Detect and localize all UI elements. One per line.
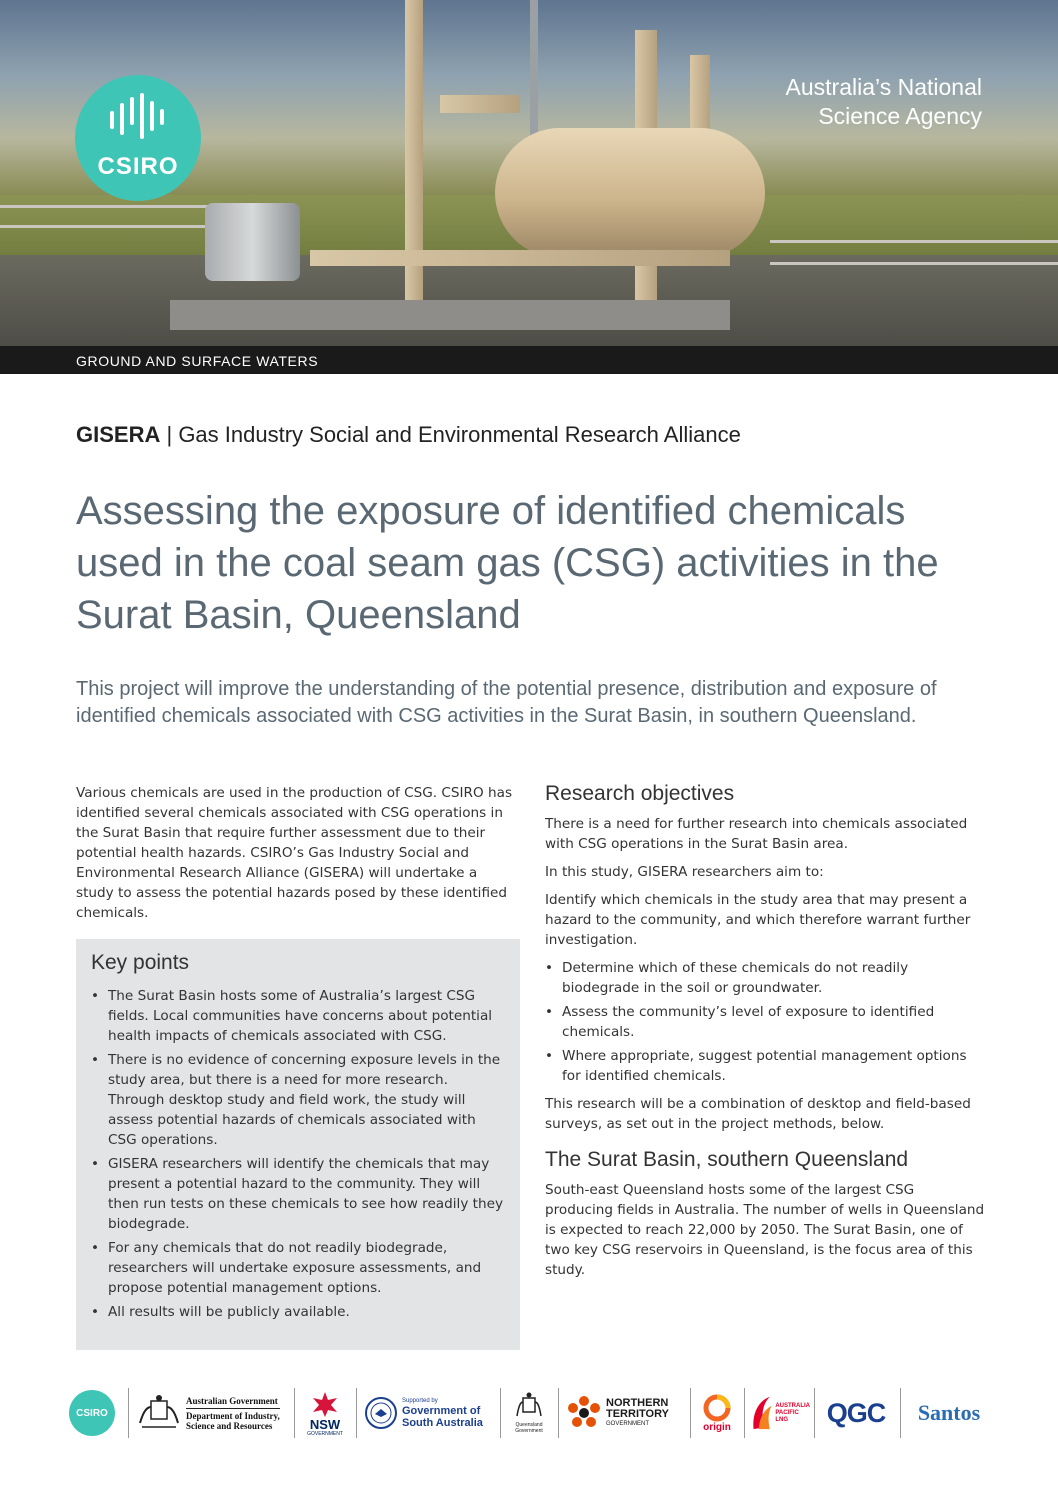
waratah-icon <box>310 1390 340 1418</box>
hero-fence-right <box>770 240 1058 243</box>
logo-divider <box>128 1388 129 1438</box>
research-objectives-list <box>545 958 985 1086</box>
sa-line-1: Supported by <box>402 1398 438 1404</box>
alliance-name: Gas Industry Social and Environmental Research Alliance <box>178 422 741 447</box>
intro-paragraph: Various chemicals are used in the production of CSG. CSIRO has identified several chemicals associated with CSG operations in the Surat Basin that require further assessment due to their potential health hazards. CSIRO’s Gas Industry Social and Environmental Research Alliance (GISERA) will undertake a study to assess the potential hazards posed by these identified chemicals. <box>76 785 513 921</box>
hero-pipe <box>310 250 730 266</box>
logo-divider <box>294 1388 295 1438</box>
australian-government-logo <box>136 1384 284 1442</box>
alliance-separator: | <box>160 422 179 447</box>
key-point-item: • The Surat Basin hosts some of Australia’s largest CSG fields. Local communities have concerns about potential health impacts of chemicals associated with CSG. <box>91 986 507 1046</box>
origin-circle-icon <box>703 1394 731 1422</box>
key-point-item: • All results will be publicly available. <box>91 1302 507 1322</box>
logo-divider <box>744 1388 745 1438</box>
page-title: Assessing the exposure of identified chemicals used in the coal seam gas (CSG) activities in the Surat Basin, Queensland <box>76 489 939 637</box>
hero-drum <box>205 203 300 281</box>
research-objectives-heading: Research objectives <box>545 782 735 805</box>
desert-rose-icon <box>566 1395 602 1431</box>
surat-basin-paragraph: South-east Queensland hosts some of the largest CSG producing fields in Australia. The number of wells in Queensland is expected to reach 22,000 by 2050. The Surat Basin, one of two key CSG reservoirs in Queensland, is the focus area of this study. <box>545 1182 985 1278</box>
partner-logos <box>68 1384 992 1442</box>
qld-line-2: Government <box>515 1428 543 1434</box>
aus-gov-line-2: Department of Industry, <box>186 1408 280 1421</box>
agency-line-1: Australia’s National <box>785 74 982 100</box>
qgc-text: QGC <box>826 1397 886 1428</box>
apl-line-1: AUSTRALIA <box>775 1402 810 1409</box>
right-column <box>545 782 985 1288</box>
logo-divider <box>558 1388 559 1438</box>
hero-fence-left <box>0 205 240 208</box>
santos-text: Santos <box>917 1400 981 1425</box>
south-australia-logo <box>364 1384 492 1442</box>
sa-line-2: Government of <box>402 1405 481 1417</box>
aus-gov-line-1: Australian Government <box>186 1395 278 1406</box>
nt-line-3: GOVERNMENT <box>606 1421 650 1427</box>
apl-line-2: PACIFIC <box>775 1409 799 1416</box>
research-paragraph-3: Identify which chemicals in the study area that may present a hazard to the community, and which therefore warrant further investigation. <box>545 892 971 948</box>
research-objective-item: • Assess the community’s level of exposure to identified chemicals. <box>545 1002 985 1042</box>
hero-separator-tank <box>495 128 765 258</box>
aus-gov-line-3: Science and Resources <box>186 1420 273 1431</box>
key-point-item: • GISERA researchers will identify the chemicals that may present a potential hazard to the community. They will then run tests on these chemicals to see how readily they biodegrade. <box>91 1154 507 1234</box>
nsw-text: NSW <box>309 1416 341 1432</box>
research-paragraph-4: This research will be a combination of desktop and field-based surveys, as set out in the project methods, below. <box>545 1096 971 1132</box>
origin-logo <box>696 1384 738 1442</box>
sa-piping-shrike-icon <box>364 1396 398 1430</box>
key-points-list <box>91 986 507 1326</box>
nt-line-1: NORTHERN <box>606 1397 669 1409</box>
research-paragraph-2: In this study, GISERA researchers aim to: <box>545 864 824 880</box>
logo-divider <box>500 1388 501 1438</box>
origin-text: origin <box>703 1421 731 1433</box>
surat-basin-heading: The Surat Basin, southern Queensland <box>545 1148 909 1171</box>
hero-skid-base <box>170 300 730 330</box>
key-points-heading: Key points <box>91 951 190 974</box>
alliance-line <box>76 422 741 448</box>
qld-line-1: Queensland <box>515 1422 543 1428</box>
category-label: GROUND AND SURFACE WATERS <box>76 353 319 369</box>
apl-swirl-icon <box>750 1393 773 1433</box>
logo-divider <box>356 1388 357 1438</box>
hero-mast <box>530 0 538 140</box>
csiro-bars-icon <box>108 93 168 143</box>
lead-paragraph: This project will improve the understanding of the potential presence, distribution and exposure of identified chemicals associated with CSG activities in the Surat Basin, in southern Queensland. <box>76 678 937 727</box>
agency-tagline <box>786 73 982 131</box>
agency-line-2: Science Agency <box>818 103 982 129</box>
research-paragraph-1: There is a need for further research into chemicals associated with CSG operations in the Surat Basin area. <box>545 816 968 852</box>
csiro-logo-text: CSIRO <box>97 153 179 180</box>
csiro-partner-text: CSIRO <box>69 1390 115 1436</box>
qld-coat-of-arms-icon <box>515 1392 543 1422</box>
apl-line-3: LNG <box>775 1416 788 1423</box>
hero-fence-left-lower <box>0 225 240 228</box>
queensland-government-logo <box>506 1384 552 1442</box>
sa-line-3: South Australia <box>402 1417 483 1429</box>
research-objective-item: • Determine which of these chemicals do not readily biodegrade in the soil or groundwater. <box>545 958 985 998</box>
key-point-item: • For any chemicals that do not readily biodegrade, researchers will undertake exposure assessments, and propose potential management options. <box>91 1238 507 1298</box>
coat-of-arms-icon <box>136 1393 182 1433</box>
csiro-partner-logo <box>68 1384 116 1442</box>
nt-line-2: TERRITORY <box>606 1408 669 1420</box>
nsw-sub-text: GOVERNMENT <box>307 1430 343 1437</box>
key-point-item: • There is no evidence of concerning exposure levels in the study area, but there is a need for more research. Through desktop study and field work, the study will assess potential hazards of chemicals associated with CSG operations. <box>91 1050 507 1150</box>
csiro-logo <box>75 75 201 201</box>
alliance-acronym: GISERA <box>76 422 161 447</box>
category-band <box>0 346 1058 374</box>
qgc-logo <box>818 1384 894 1442</box>
northern-territory-logo <box>566 1384 684 1442</box>
research-objective-item: • Where appropriate, suggest potential management options for identified chemicals. <box>545 1046 985 1086</box>
santos-logo <box>906 1384 992 1442</box>
hero-pipe <box>440 95 520 113</box>
logo-divider <box>690 1388 691 1438</box>
logo-divider <box>814 1388 815 1438</box>
nsw-government-logo <box>300 1384 350 1442</box>
australia-pacific-lng-logo <box>750 1384 810 1442</box>
hero-fence-right-lower <box>770 262 1058 265</box>
key-points-box <box>76 939 520 1350</box>
logo-divider <box>900 1388 901 1438</box>
